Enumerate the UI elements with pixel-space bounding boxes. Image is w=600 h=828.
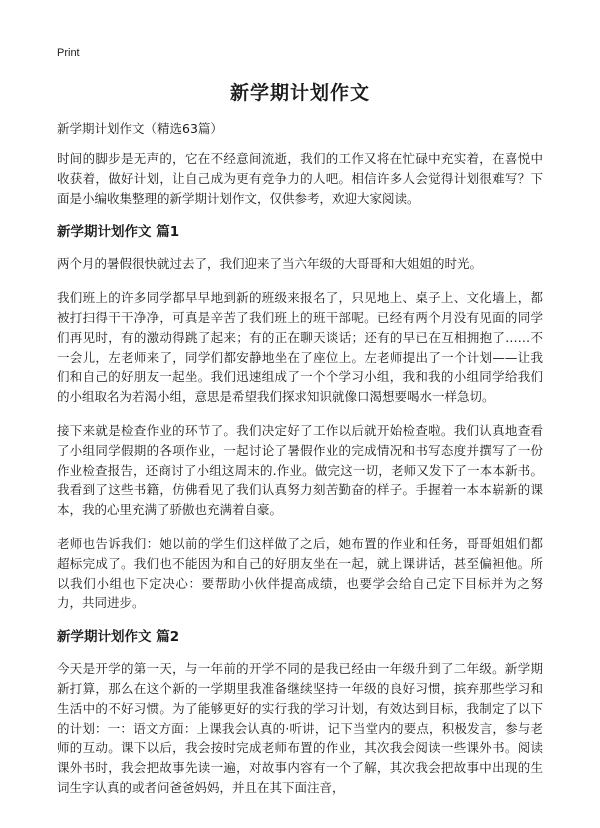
section-heading-2: 新学期计划作文 篇2 [57,629,180,646]
intro-paragraph: 时间的脚步是无声的，它在不经意间流逝，我们的工作又将在忙碌中充实着，在喜悦中收获着，做好计划，让自己成为更有竞争力的人吧。相信许多人会觉得计划很难写？下面是小编收集整理的新学期计划作文，仅供参考，欢迎大家阅读。 [57,151,543,206]
section-1-paragraph: 老师也告诉我们：她以前的学生们这样做了之后，她布置的作业和任务，哥哥姐姐们都超标完成了。我们也不能因为和自己的好朋友坐在一起，就上课讲话，甚至偏袒他。所以我们小组也下定决心：要帮助小伙伴提高成绩，也要学会给自己定下目标并为之努力，共同进步。 [57,535,543,611]
section-1-paragraph: 接下来就是检查作业的环节了。我们决定好了工作以后就开始检查啦。我们认真地查看了小组同学假期的各项作业，一起讨论了暑假作业的完成情况和书写态度并撰写了一份作业检查报告，还商讨了小组这周末的.作业。做完这一切，老师又发下了一本本新书。我看到了这些书籍，仿佛看见了我们认真努力刻苦勤奋的样子。手握着一本本崭新的课本，我的心里充满了骄傲也充满着自豪。 [57,422,543,518]
section-1-paragraph: 两个月的暑假很快就过去了，我们迎来了当六年级的大哥哥和大姐姐的时光。 [57,256,483,272]
document-title: 新学期计划作文 [229,82,370,104]
section-2-paragraph: 今天是开学的第一天，与一年前的开学不同的是我已经由一年级升到了二年级。新学期新打算，那么在这个新的一学期里我准备继续坚持一年级的良好习惯，摈弃那些学习和生活中的不好习惯。为了能够更好的实行我的学习计划，有效达到目标，我制定了以下的计划：一：语文方面：上课我会认真的·听讲，记下当堂内的要点，积极发言，参与老师的互动。课下以后，我会按时完成老师布置的作业，其次我会阅读一些课外书。阅读课外书时，我会把故事先读一遍，对故事内容有一个了解，其次我会把故事中出现的生词生字认真的或者问爸爸妈妈，并且在其下面注音， [57,661,543,795]
section-heading-1: 新学期计划作文 篇1 [57,224,180,241]
section-1-paragraph: 我们班上的许多同学都早早地到新的班级来报名了，只见地上、桌子上、文化墙上，都被打扫得干干净净，可真是辛苦了我们班上的班干部呢。已经有两个月没有见面的同学们再见时，有的激动得跳了起来；有的正在聊天谈话；还有的早已在互相拥抱了……不一会儿，左老师来了，同学们都安静地坐在了座位上。左老师提出了一个计划——让我们和自己的好朋友一起坐。我们迅速组成了一个个学习小组，我和我的小组同学给我们的小组取名为若渴小组，意思是希望我们探求知识就像口渴想要喝水一样急切。 [57,290,543,405]
document-subtitle: 新学期计划作文（精选63篇） [57,121,223,136]
print-link[interactable]: Print [57,47,80,59]
document-body [57,119,543,812]
